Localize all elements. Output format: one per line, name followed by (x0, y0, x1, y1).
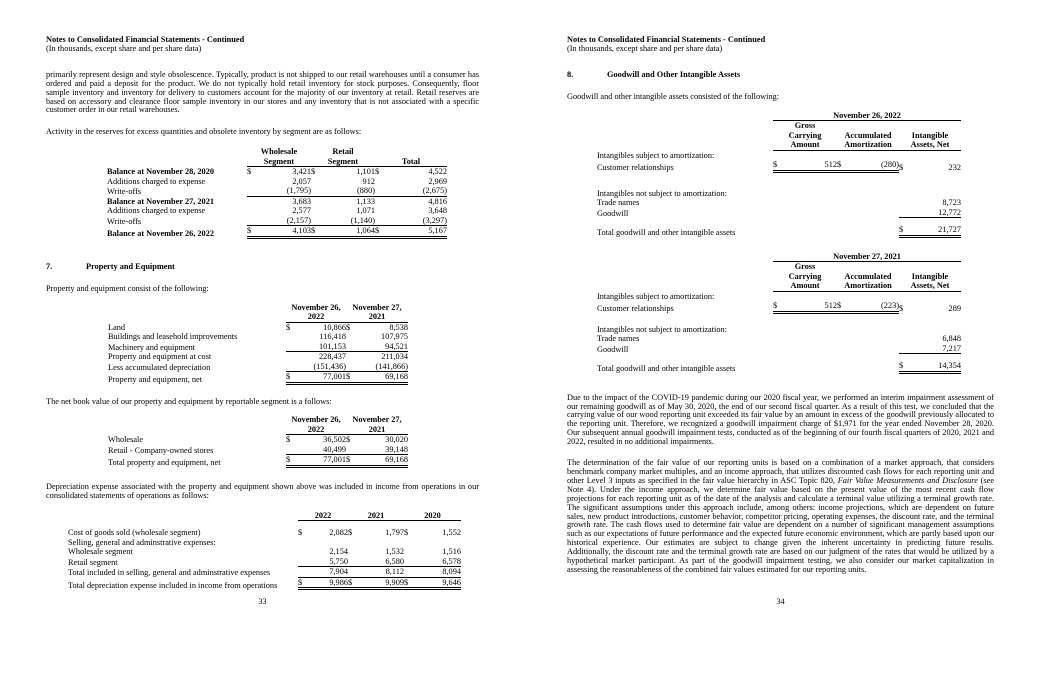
table-row (108, 332, 408, 342)
table-row (107, 216, 447, 227)
value: 5,750 (329, 556, 348, 566)
spacer-row (597, 314, 961, 325)
row-label: Buildings and leasehold improvements (108, 332, 238, 342)
table-header-row (107, 147, 447, 167)
value: 9,986 (329, 577, 348, 587)
value: (151,436) (313, 361, 346, 371)
table-row (68, 528, 461, 538)
value: 4,816 (428, 196, 447, 206)
goodwill-table-2022 (597, 111, 961, 238)
dollar: $ (286, 435, 291, 445)
value: 10,866 (323, 322, 346, 332)
row-label: Balance at November 27, 2021 (107, 196, 215, 206)
value: 9,646 (442, 577, 461, 587)
table-row (597, 334, 961, 344)
column-header-2020: 2020 (404, 511, 461, 522)
row-label: Wholesale (108, 435, 144, 445)
paragraph-activity-intro: Activity in the reserves for excess quantities and obsolete inventory by segment are as follows: (46, 127, 362, 137)
value: 8,723 (942, 198, 961, 208)
value: 6,580 (385, 556, 404, 566)
value: 12,772 (938, 207, 961, 217)
dollar: $ (375, 167, 380, 177)
dollar: $ (348, 577, 353, 587)
value: 232 (948, 163, 961, 173)
dollar: $ (286, 455, 291, 465)
dollar: $ (899, 225, 904, 235)
row-label: Machinery and equipment (108, 342, 196, 352)
dollar: $ (346, 455, 351, 465)
value: 7,217 (942, 343, 961, 353)
column-header-nov-26-2022: November 26, 2022 (286, 303, 346, 323)
value: 8,112 (385, 567, 404, 577)
row-label: Trade names (597, 198, 640, 208)
row-label: Total goodwill and other intangible assets (597, 364, 736, 374)
paragraph-fair-value (567, 459, 994, 575)
row-label: Write-offs (107, 187, 142, 197)
value: 40,499 (323, 444, 346, 454)
row-label: Customer relationships (597, 163, 674, 173)
row-label: Trade names (597, 334, 640, 344)
table-header-row (597, 262, 961, 292)
value: 77,001 (323, 455, 346, 465)
row-label: Balance at November 28, 2020 (107, 167, 215, 177)
period-header-row (597, 111, 961, 122)
table-row (68, 578, 461, 591)
value: 107,975 (381, 332, 408, 342)
table-row (108, 362, 408, 373)
table-row (597, 189, 961, 199)
row-label: Land (108, 322, 126, 332)
dollar: $ (346, 372, 351, 382)
row-label: Goodwill (597, 208, 629, 218)
value: (2,675) (422, 186, 447, 196)
reserves-activity-table (107, 147, 447, 239)
dollar: $ (899, 304, 904, 314)
value: 2,154 (329, 547, 348, 557)
page-33 (46, 36, 479, 636)
value: 1,552 (442, 528, 461, 538)
value: 69,168 (385, 372, 408, 382)
value: (1,140) (350, 215, 375, 225)
column-header-nov-26-2022: November 26, 2022 (286, 415, 346, 435)
row-label: Additions charged to expense (107, 176, 206, 186)
section-title: Property and Equipment (86, 261, 175, 271)
dollar: $ (286, 372, 291, 382)
column-header-intangible-assets-net: Intangible Assets, Net (899, 262, 961, 292)
value: 211,034 (381, 352, 408, 362)
net-book-value-table (108, 415, 408, 468)
value: 2,577 (292, 206, 311, 216)
value: 69,168 (385, 455, 408, 465)
value: (280) (881, 160, 899, 170)
paragraph-nbv-intro: The net book value of our property and equipment by reportable segment is a follows: (46, 396, 332, 406)
value: 4,103 (292, 226, 311, 236)
value: 77,001 (323, 372, 346, 382)
value: 1,064 (356, 226, 375, 236)
fair-value-italic-title: Fair Value Measurements and Disclosure (837, 475, 978, 485)
table-row (597, 160, 961, 173)
table-row (107, 186, 447, 197)
table-row (108, 455, 408, 468)
row-label: Balance at November 26, 2022 (107, 229, 215, 239)
table-row (597, 344, 961, 355)
value: (1,795) (286, 186, 311, 196)
fair-value-text-2: (see Note 4). Under the income approach, we determine fair value based on the present value of the most recent cash flow projections for each reporting unit as of the date of the analysis and calculate a terminal value utilizing a terminal growth rate. The significant assumptions under this approach include, among others: income projections, which are dependent on future sales, new product introductions, customer behavior, competitor pricing, operating expenses, the discount rate, and the terminal growth rate. The cash flows used to determine fair value are dependent on a number of significant management assumptions such as our expectations of future performance and the expected future economic environment, which are partly based upon our historical experience. Our estimates are subject to change given the inherent uncertainty in predicting future results. Additionally, the discount rate and the terminal growth rate are based on our judgment of the rates that would be utilized by a hypothetical market participant. As part of the goodwill impairment testing, we also consider our market capitalization in assessing the reasonableness of the combined fair values estimated for our reporting units. (567, 475, 994, 574)
dollar: $ (346, 435, 351, 445)
value: 289 (948, 304, 961, 314)
dollar: $ (404, 577, 409, 587)
value: 3,648 (428, 206, 447, 216)
section-8-heading (567, 71, 994, 80)
row-label: Selling, general and adminstrative expenses: (68, 537, 216, 547)
table-row (107, 197, 447, 207)
period-header-row (597, 252, 961, 263)
page-header-subtitle: (In thousands, except share and per share data) (567, 43, 723, 53)
page-header-title: Notes to Consolidated Financial Statements - Continued (567, 35, 766, 44)
value: 1,101 (356, 167, 375, 177)
column-header-accumulated-amortization: Accumulated Amortization (837, 262, 899, 292)
value: 228,437 (319, 352, 346, 362)
table-header-row (68, 511, 461, 522)
dollar: $ (404, 528, 409, 538)
column-header-gross-carrying-amount: Gross Carrying Amount (773, 262, 837, 292)
page-header-title: Notes to Consolidated Financial Statements - Continued (46, 35, 245, 44)
value: 4,522 (428, 167, 447, 177)
row-label: Cost of goods sold (wholesale segment) (68, 528, 201, 538)
paragraph-goodwill-intro: Goodwill and other intangible assets consisted of the following: (567, 91, 779, 101)
value: (141,866) (375, 361, 408, 371)
value: 8,094 (442, 567, 461, 577)
spacer-row (597, 173, 961, 189)
row-label: Retail segment (68, 557, 118, 567)
row-label: Goodwill (597, 344, 629, 354)
row-label: Less accumulated depreciation (108, 362, 211, 372)
dollar: $ (298, 577, 303, 587)
value: 3,421 (292, 167, 311, 177)
period-header-nov-27-2021: November 27, 2021 (773, 252, 961, 263)
page-number-right: 34 (776, 597, 785, 606)
value: (223) (881, 301, 899, 311)
table-row (597, 208, 961, 219)
column-header-gross-carrying-amount: Gross Carrying Amount (773, 121, 837, 151)
table-row (68, 567, 461, 578)
value: 2,057 (292, 176, 311, 186)
table-row (107, 206, 447, 216)
value: 9,909 (385, 577, 404, 587)
row-label: Total goodwill and other intangible assets (597, 228, 736, 238)
row-label: Intangibles not subject to amortization: (597, 188, 727, 198)
depreciation-expense-table (68, 511, 461, 591)
table-header-row (108, 303, 408, 323)
row-label: Property and equipment, net (108, 375, 203, 385)
dollar: $ (773, 301, 778, 311)
dollar: $ (899, 361, 904, 371)
dollar: $ (348, 528, 353, 538)
section-number: 7. (46, 261, 53, 271)
table-row (597, 292, 961, 302)
value: 101,153 (319, 341, 346, 351)
value: 14,354 (938, 361, 961, 371)
table-row (68, 538, 461, 548)
section-title: Goodwill and Other Intangible Assets (607, 69, 741, 79)
paragraph-inventory-reserves: primarily represent design and style obsolescence. Typically, product is not shipped to our retail warehouses until a consumer has ordered and paid a deposit for the product. We do not typically hold retail inventory for stock purposes. Consequently, floor sample inventory and inventory for delivery to customers account for the majority of our inventory at retail. Retail reserves are based on accessory and clearance floor sample inventory in our stores and any inventory that is not associated with a specific customer order in our retail warehouses. (46, 69, 479, 115)
value: 116,418 (319, 332, 346, 342)
value: 512 (824, 160, 837, 170)
period-header-nov-26-2022: November 26, 2022 (773, 111, 961, 122)
section-number: 8. (567, 69, 574, 79)
dollar: $ (247, 226, 252, 236)
table-row (108, 352, 408, 362)
page-header-subtitle: (In thousands, except share and per share data) (46, 43, 202, 53)
table-row (108, 342, 408, 353)
row-label: Retail - Company-owned stores (108, 445, 214, 455)
value: 36,502 (323, 435, 346, 445)
dollar: $ (773, 160, 778, 170)
property-equipment-table (108, 303, 408, 385)
table-row (108, 435, 408, 445)
value: (2,157) (286, 215, 311, 225)
row-label: Property and equipment at cost (108, 352, 212, 362)
column-header-wholesale-segment: Wholesale Segment (247, 147, 311, 167)
row-label: Total depreciation expense included in income from operations (68, 580, 278, 590)
column-header-total: Total (375, 147, 447, 167)
value: 30,020 (385, 435, 408, 445)
row-label: Intangibles not subject to amortization: (597, 324, 727, 334)
row-label: Intangibles subject to amortization: (597, 291, 715, 301)
value: 94,521 (385, 341, 408, 351)
page-number-left: 33 (258, 597, 267, 606)
dollar: $ (899, 163, 904, 173)
paragraph-depreciation-intro: Depreciation expense associated with the property and equipment shown above was included in income from operations in our consolidated statements of operations as follows: (46, 481, 479, 500)
column-header-retail-segment: Retail Segment (311, 147, 375, 167)
spacer-row (68, 521, 461, 528)
table-row (597, 198, 961, 208)
dollar: $ (837, 301, 842, 311)
table-row (597, 225, 961, 238)
value: 6,578 (442, 556, 461, 566)
value: 7,904 (329, 567, 348, 577)
table-row (108, 372, 408, 385)
dollar: $ (311, 167, 316, 177)
column-header-nov-27-2021: November 27, 2021 (346, 303, 408, 323)
dollar: $ (247, 167, 252, 177)
spacer-row (597, 354, 961, 361)
value: 21,727 (938, 225, 961, 235)
value: 1,516 (442, 547, 461, 557)
value: (880) (357, 186, 375, 196)
row-label: Additions charged to expense (107, 206, 206, 216)
table-row (108, 323, 408, 333)
value: 512 (824, 301, 837, 311)
value: 1,133 (356, 196, 375, 206)
table-header-row (597, 121, 961, 151)
row-label: Write-offs (107, 216, 142, 226)
value: 912 (362, 176, 375, 186)
goodwill-table-2021 (597, 252, 961, 374)
column-header-2022: 2022 (298, 511, 348, 522)
value: 5,167 (428, 226, 447, 236)
value: 2,969 (428, 176, 447, 186)
dollar: $ (375, 226, 380, 236)
column-header-nov-27-2021: November 27, 2021 (346, 415, 408, 435)
row-label: Total included in selling, general and adminstrative expenses (68, 568, 271, 578)
dollar: $ (837, 160, 842, 170)
table-row (108, 445, 408, 456)
value: (3,297) (422, 215, 447, 225)
row-label: Customer relationships (597, 304, 674, 314)
value: 1,071 (356, 206, 375, 216)
spacer-row (597, 218, 961, 225)
paragraph-pe-intro: Property and equipment consist of the following: (46, 283, 209, 293)
dollar: $ (311, 226, 316, 236)
section-7-heading (46, 263, 479, 272)
table-row (107, 167, 447, 177)
table-header-row (108, 415, 408, 435)
column-header-2021: 2021 (348, 511, 404, 522)
table-row (597, 325, 961, 335)
dollar: $ (298, 528, 303, 538)
table-row (68, 557, 461, 568)
column-header-intangible-assets-net: Intangible Assets, Net (899, 121, 961, 151)
value: 3,683 (292, 196, 311, 206)
value: 1,532 (385, 547, 404, 557)
table-row (597, 301, 961, 314)
page-34 (567, 36, 994, 636)
value: 2,082 (329, 528, 348, 538)
row-label: Intangibles subject to amortization: (597, 150, 715, 160)
row-label: Wholesale segment (68, 547, 133, 557)
column-header-accumulated-amortization: Accumulated Amortization (837, 121, 899, 151)
dollar: $ (346, 322, 351, 332)
table-row (107, 177, 447, 187)
value: 6,848 (942, 334, 961, 344)
fair-value-text-1: The determination of the fair value of our reporting units is based on a combination of a market approach, that considers benchmark company market multiples, and an income approach, that utilizes discounted cash flows for each reporting unit and other Level 3 inputs as specified in the fair value hierarchy in ASC Topic 820, (567, 458, 994, 485)
value: 8,538 (389, 322, 408, 332)
table-row (68, 547, 461, 557)
table-row (597, 151, 961, 161)
row-label: Total property and equipment, net (108, 458, 221, 468)
paragraph-covid-impairment: Due to the impact of the COVID-19 pandemic during our 2020 fiscal year, we performed an interim impairment assessment of our remaining goodwill as of May 30, 2020, the end of our second fiscal quarter. As a result of this test, we concluded that the carrying value of our wood reporting unit exceeded its fair value by an amount in excess of the goodwill previously allocated to the reporting unit. Therefore, we recognized a goodwill impairment charge of $1,971 for the year ended November 28, 2020. Our subsequent annual goodwill impairment tests, conducted as of the beginning of our fourth fiscal quarters of 2020, 2021 and 2022, resulted in no additional impairments. (567, 392, 994, 447)
value: 1,797 (385, 528, 404, 538)
table-row (107, 226, 447, 239)
dollar: $ (286, 322, 291, 332)
value: 39,148 (385, 444, 408, 454)
table-row (597, 361, 961, 374)
